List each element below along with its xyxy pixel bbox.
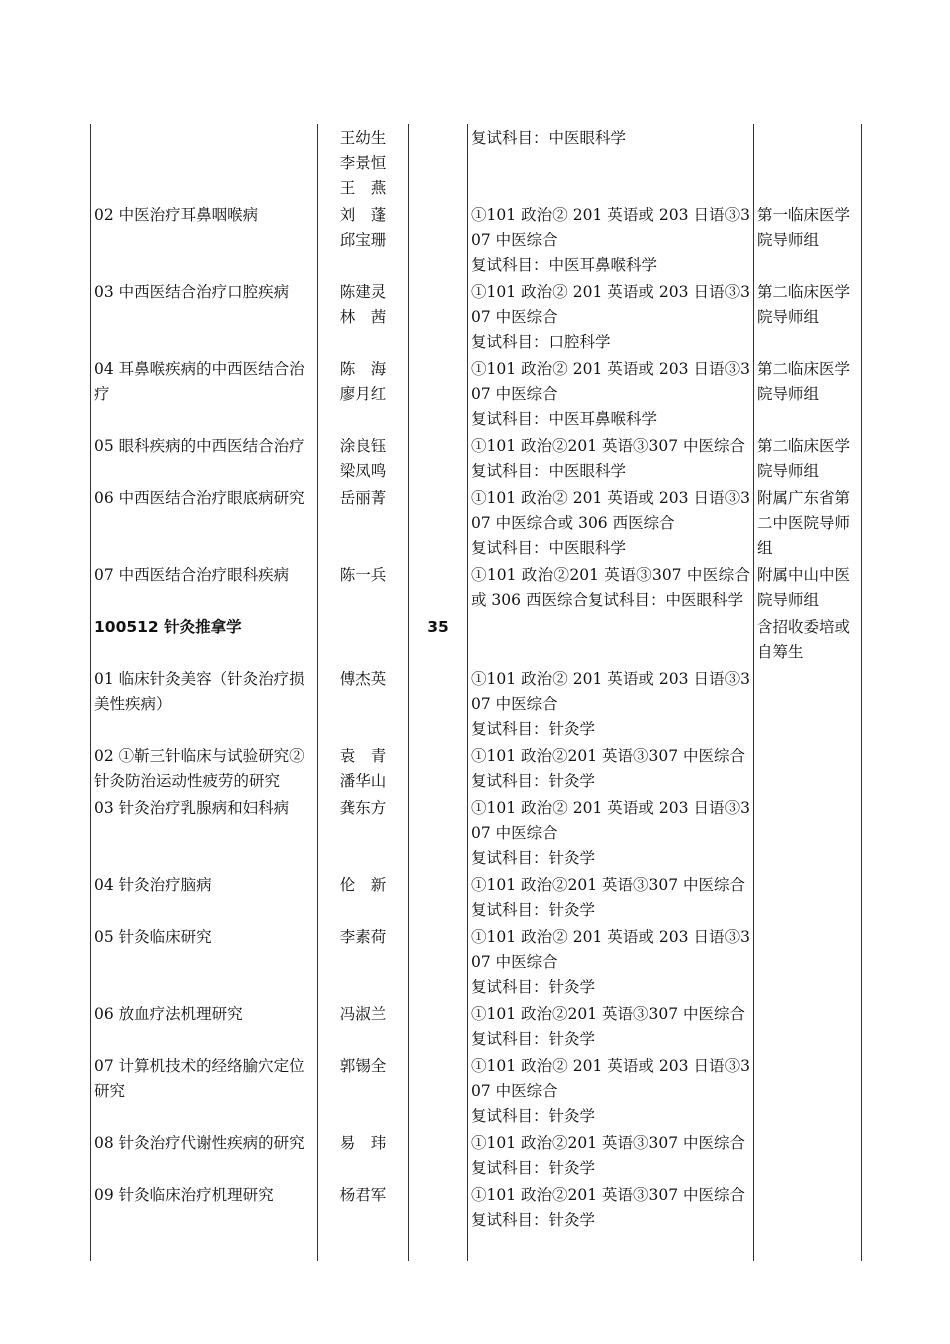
advisor-cell [318,432,409,484]
advisor-name: 龚东方 [339,799,387,817]
exam-subjects-cell: ①101 政治② 201 英语或 203 日语③307 中医综合 复试科目：中医耳鼻喉科学 [468,355,754,432]
exam-subjects-cell: ①101 政治②201 英语③307 中医综合 复试科目：针灸学 [468,742,754,794]
advisor-cell [318,794,409,871]
exam-subjects-cell: ①101 政治②201 英语③307 中医综合或 306 西医综合复试科目：中医眼科学 [468,561,754,613]
advisor-cell [318,278,409,355]
quota-cell [409,278,468,355]
table-row [91,665,862,742]
advisor-name: 潘华山 [339,772,387,790]
research-direction: 05 针灸临床研究 [91,923,318,1000]
advisor-name: 邱宝珊 [339,231,387,249]
advisor-name: 王 燕 [339,179,387,197]
advisor-cell [318,1129,409,1181]
exam-subjects-cell: ①101 政治② 201 英语或 203 日语③307 中医综合 复试科目：针灸学 [468,923,754,1000]
research-direction: 08 针灸治疗代谢性疾病的研究 [91,1129,318,1181]
quota-cell [409,355,468,432]
notes-cell [754,794,862,871]
research-direction: 06 放血疗法机理研究 [91,1000,318,1052]
quota-cell: 35 [409,613,468,665]
advisor-cell [318,1000,409,1052]
quota-cell [409,742,468,794]
advisor-cell [318,742,409,794]
exam-subjects-cell: ①101 政治② 201 英语或 203 日语③307 中医综合 复试科目：针灸学 [468,794,754,871]
notes-cell [754,124,862,201]
quota-cell [409,432,468,484]
advisor-cell [318,923,409,1000]
notes-cell [754,665,862,742]
table-row [91,871,862,923]
advisor-cell [318,1052,409,1129]
table-row [91,742,862,794]
advisor-cell [318,871,409,923]
document-page [90,124,861,1229]
table-row [91,794,862,871]
advisor-name: 陈一兵 [339,566,387,584]
research-direction: 05 眼科疾病的中西医结合治疗 [91,432,318,484]
research-direction: 02 中医治疗耳鼻咽喉病 [91,201,318,278]
table-body [91,124,862,1233]
research-direction: 04 针灸治疗脑病 [91,871,318,923]
notes-cell [754,1052,862,1129]
research-direction: 02 ①靳三针临床与试验研究②针灸防治运动性疲劳的研究 [91,742,318,794]
research-direction: 07 中西医结合治疗眼科疾病 [91,561,318,613]
exam-subjects-cell: ①101 政治②201 英语③307 中医综合 复试科目：针灸学 [468,871,754,923]
exam-subjects-cell: ①101 政治② 201 英语或 203 日语③307 中医综合 复试科目：针灸学 [468,665,754,742]
advisor-name: 杨君军 [339,1186,387,1204]
advisor-name: 王幼生 [339,129,387,147]
table-row [91,1181,862,1233]
quota-cell [409,1000,468,1052]
advisor-cell [318,561,409,613]
table-row [91,561,862,613]
table-row [91,124,862,201]
exam-subjects-cell [468,613,754,665]
quota-cell [409,201,468,278]
notes-cell: 第二临床医学院导师组 [754,432,862,484]
research-direction: 04 耳鼻喉疾病的中西医结合治疗 [91,355,318,432]
quota-cell [409,794,468,871]
notes-cell: 第一临床医学院导师组 [754,201,862,278]
exam-subjects-cell: ①101 政治②201 英语③307 中医综合 复试科目：针灸学 [468,1000,754,1052]
advisor-name: 李景恒 [339,154,387,172]
notes-cell: 第二临床医学院导师组 [754,355,862,432]
quota-cell [409,871,468,923]
table-row [91,923,862,1000]
advisor-cell [318,201,409,278]
advisor-name: 岳丽菁 [339,489,387,507]
table-row [91,613,862,665]
notes-cell: 附属广东省第二中医院导师组 [754,484,862,561]
advisor-name: 伦 新 [339,876,387,894]
advisor-name: 梁凤鸣 [339,462,387,480]
exam-subjects-cell: 复试科目：中医眼科学 [468,124,754,201]
advisor-name: 郭锡全 [339,1057,387,1075]
quota-cell [409,665,468,742]
table-row [91,1052,862,1129]
research-direction [91,124,318,201]
exam-subjects-cell: ①101 政治②201 英语③307 中医综合 复试科目：中医眼科学 [468,432,754,484]
notes-cell: 附属中山中医院导师组 [754,561,862,613]
advisor-name: 易 玮 [339,1134,387,1152]
exam-subjects-cell: ①101 政治② 201 英语或 203 日语③307 中医综合 复试科目：针灸学 [468,1052,754,1129]
advisor-name: 李素荷 [339,928,387,946]
notes-cell [754,871,862,923]
table-row [91,201,862,278]
advisor-name: 冯淑兰 [339,1005,387,1023]
exam-subjects-cell: ①101 政治②201 英语③307 中医综合 复试科目：针灸学 [468,1181,754,1233]
advisor-cell [318,484,409,561]
advisor-cell [318,124,409,201]
notes-cell: 含招收委培或自筹生 [754,613,862,665]
advisor-name: 林 茜 [339,308,387,326]
research-direction: 06 中西医结合治疗眼底病研究 [91,484,318,561]
exam-subjects-cell: ①101 政治② 201 英语或 203 日语③307 中医综合 复试科目：口腔科学 [468,278,754,355]
notes-cell: 第二临床医学院导师组 [754,278,862,355]
notes-cell [754,923,862,1000]
advisor-name: 傅杰英 [339,670,387,688]
notes-cell [754,1181,862,1233]
table-row [91,355,862,432]
quota-cell [409,1052,468,1129]
advisor-name: 廖月红 [339,385,387,403]
quota-cell [409,561,468,613]
notes-cell [754,1129,862,1181]
research-direction: 03 针灸治疗乳腺病和妇科病 [91,794,318,871]
research-direction: 09 针灸临床治疗机理研究 [91,1181,318,1233]
major-name: 100512 针灸推拿学 [91,613,318,665]
research-direction: 07 计算机技术的经络腧穴定位研究 [91,1052,318,1129]
table-row [91,1129,862,1181]
quota-cell [409,1129,468,1181]
quota-cell [409,923,468,1000]
table-filler-row [91,1233,862,1261]
quota-cell [409,484,468,561]
advisor-cell [318,665,409,742]
advisor-name: 涂良钰 [339,437,387,455]
table-row [91,278,862,355]
advisor-cell [318,613,409,665]
advisor-name: 袁 青 [339,747,387,765]
table-row [91,484,862,561]
quota-cell [409,1181,468,1233]
exam-subjects-cell: ①101 政治② 201 英语或 203 日语③307 中医综合 复试科目：中医耳鼻喉科学 [468,201,754,278]
table-row [91,1000,862,1052]
exam-subjects-cell: ①101 政治②201 英语③307 中医综合 复试科目：针灸学 [468,1129,754,1181]
notes-cell [754,742,862,794]
advisor-name: 陈 海 [339,360,387,378]
advisor-name: 刘 蓬 [339,206,387,224]
advisor-name: 陈建灵 [339,283,387,301]
admissions-table [90,124,862,1261]
table-row [91,432,862,484]
research-direction: 01 临床针灸美容（针灸治疗损美性疾病） [91,665,318,742]
advisor-cell [318,1181,409,1233]
advisor-cell [318,355,409,432]
exam-subjects-cell: ①101 政治② 201 英语或 203 日语③307 中医综合或 306 西医综合 复试科目：中医眼科学 [468,484,754,561]
research-direction: 03 中西医结合治疗口腔疾病 [91,278,318,355]
notes-cell [754,1000,862,1052]
quota-cell [409,124,468,201]
